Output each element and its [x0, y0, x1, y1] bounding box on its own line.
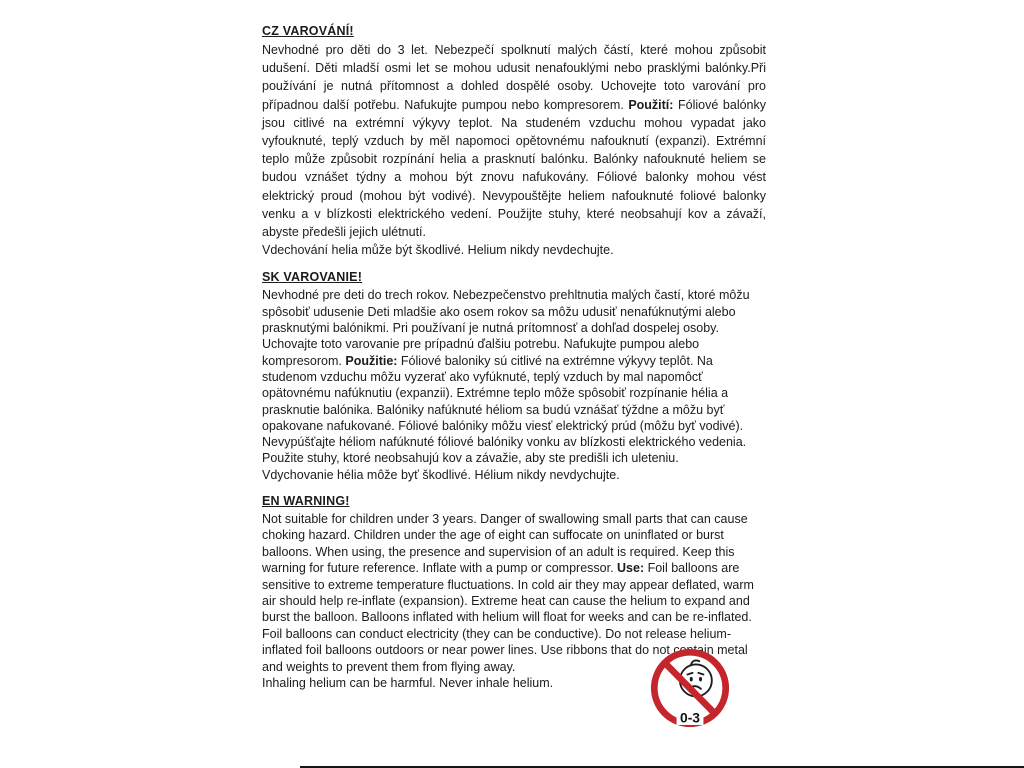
right-eye: [699, 677, 702, 682]
cz-warning-heading: CZ VAROVÁNÍ!: [262, 24, 354, 38]
en-body-after: Foil balloons are sensitive to extreme temperature fluctuations. In cold air they may appear deflated, warm air should help re-inflate (expansion). Extreme heat can cause the helium to expand and burst the balloon. Balloons inflated with helium will float for weeks and can be re-inflated. Foil balloons can conduct electricity (they can be conductive). Do not release helium-inflated foil balloons outdoors or near power lines. Use ribbons that do not contain metal and weights to prevent them from flying away.: [262, 561, 754, 674]
en-body-before: Not suitable for children under 3 years. Danger of swallowing small parts that can cause choking hazard. Children under the age of eight can suffocate on uninflated or burst balloons. When using, the presence and supervision of an adult is required. Keep this warning for future reference. Inflate with a pump or compressor.: [262, 512, 748, 576]
en-use-label: Use:: [617, 561, 645, 576]
sk-use-label: Použitie:: [345, 353, 398, 368]
cz-use-label: Použití:: [628, 97, 674, 112]
age-restriction-0-3-icon: [648, 646, 732, 730]
sk-body-after: Fóliové baloniky sú citlivé na extrémne výkyvy teplôt. Na studenom vzduchu môžu vyzerať ako vyfúknuté, teplý vzduch by mal napomôcť opätovnému nafúknutiu (expanzii). Extrémne teplo môže spôsobiť rozpínanie hélia a prasknutie balónika. Balóniky nafúknuté héliom sa budú vznášať týždne a môžu byť opakovane nafukované. Fóliové balóniky môžu viesť elektrický prúd (môžu byť vodivé). Nevypúšťajte héliom nafúknuté fóliové balóniky vonku av blízkosti elektrického vedenia. Použite stuhy, ktoré neobsahujú kov a závažie, aby ste predišli ich uleteniu.: [262, 353, 747, 466]
age-range-label: 0-3: [679, 709, 701, 726]
section-cz-warning: [262, 24, 766, 259]
warning-text-block: [262, 24, 766, 702]
section-sk-warning: [262, 270, 766, 483]
en-final-line: Inhaling helium can be harmful. Never inhale helium.: [262, 676, 554, 691]
cz-body-before: Nevhodné pro děti do 3 let. Nebezpečí spolknutí malých částí, které mohou způsobit udušení. Děti mladší osmi let se mohou udusit nenafouklými nebo prasklými balónky.Při používání je nutná přítomnost a dohled dospělé osoby. Uchovejte toto varování pro případnou další potřebu. Nafukujte pumpou nebo kompresorem.: [262, 43, 766, 112]
prohibition-sign-icon: [648, 646, 732, 730]
left-eye: [690, 677, 693, 682]
sk-final-line: Vdychovanie hélia môže byť škodlivé. Hélium nikdy nevdychujte.: [262, 467, 620, 482]
cz-final-line: Vdechování helia může být škodlivé. Helium nikdy nevdechujte.: [262, 243, 614, 258]
sk-warning-heading: SK VAROVANIE!: [262, 270, 363, 285]
sk-warning-paragraph: [262, 287, 766, 466]
sk-body-before: Nevhodné pre deti do trech rokov. Nebezpečenstvo prehltnutia malých častí, ktoré môžu spôsobiť udusenie Deti mladšie ako osem rokov sa môžu udusiť nenafúknutými alebo prasknutými balónikmi. Pri používaní je nutná prítomnosť a dohľad dospelej osoby. Uchovajte toto varovanie pre prípadnú ďalšiu potrebu. Nafukujte pumpou alebo kompresorom.: [262, 288, 750, 368]
cz-warning-paragraph: [262, 41, 766, 241]
cz-body-after: Fóliové balónky jsou citlivé na extrémní výkyvy teplot. Na studeném vzduchu mohou vypadat jako vyfouknuté, teplý vzduch by měl napomoci opětovnému nafouknutí (expanzi). Extrémní teplo může způsobit rozpínání helia a prasknutí balónku. Balónky nafouknuté heliem se budou vznášet týdny a mohou být znovu nafukovány. Fóliové balonky mohou vést elektrický proud (mohou být vodivé). Nevypouštějte heliem nafouknuté foliové balonky venku a v blízkosti elektrického vedení. Použijte stuhy, které neobsahují kov a závaží, abyste předešli jejich ulétnutí.: [262, 97, 766, 240]
en-warning-heading: EN WARNING!: [262, 494, 350, 508]
